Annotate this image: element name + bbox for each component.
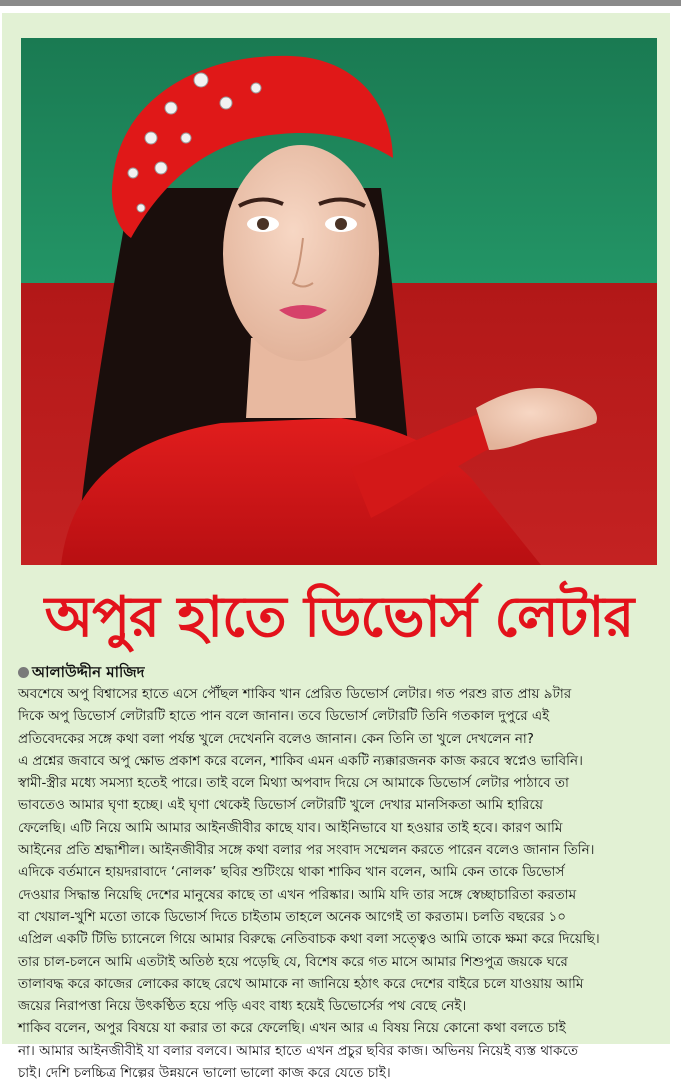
top-rule [0,0,681,6]
body-line: শাকিব বলেন, অপুর বিষয়ে যা করার তা করে ফেলেছি। এখন আর এ বিষয় নিয়ে কোনো কথা বলতে চাই [18,1020,566,1037]
body-line: এপ্রিল একটি টিভি চ্যানেলে গিয়ে আমার বিরুদ্ধে নেতিবাচক কথা বলা সত্ত্বেও আমি তাকে ক্ষমা করে দিয়েছি। [18,931,600,948]
article-headline: অপুর হাতে ডিভোর্স লেটার [44,585,634,650]
body-line: বা খেয়াল-খুশি মতো তাকে ডিভোর্স দিতে চাইতাম তাহলে অনেক আগেই তা করতাম। চলতি বছরের ১০ [18,908,567,925]
body-line: এদিকে বর্তমানে হায়দরাবাদে ‘নোলক’ ছবির শুটিংয়ে থাকা শাকিব খান বলেন, আমি কেন তাকে ডিভোর্স [18,864,565,881]
photo-illustration [21,38,657,565]
body-line: আইনের প্রতি শ্রদ্ধাশীল। আইনজীবীর সঙ্গে কথা বলার পর সংবাদ সম্মেলন করতে পারেন বলেও জানান তিনি। [18,842,595,859]
body-line: দেওয়ার সিদ্ধান্ত নিয়েছি দেশের মানুষের কাছে তা এখন পরিষ্কার। আমি যদি তার সঙ্গে স্বেচ্ছাচারিতা করতাম [18,886,577,903]
body-line: ফেলেছি। এটি নিয়ে আমি আমার আইনজীবীর কাছে যাব। আইনিভাবে যা হওয়ার তাই হবে। কারণ আমি [18,819,563,836]
article-body [18,683,660,1082]
body-line: চাই। দেশি চলচ্চিত্র শিল্পের উন্নয়নে ভালো ভালো কাজ করে যেতে চাই। [18,1065,391,1082]
article-photo [21,38,657,565]
body-line: তার চাল-চলনে আমি এতটাই অতিষ্ঠ হয়ে পড়েছি যে, বিশেষ করে গত মাসে আমার শিশুপুত্র জয়কে ঘরে [18,953,568,970]
body-line: এ প্রশ্নের জবাবে অপু ক্ষোভ প্রকাশ করে বলেন, শাকিব এমন একটি ন্যক্কারজনক কাজ করবে স্বপ্নেও ভাবিনি। [18,752,583,769]
bullet-icon [18,667,29,678]
body-line: তালাবদ্ধ করে কাজের লোকের কাছে রেখে আমাকে না জানিয়ে হঠাৎ করে দেশের বাইরে চলে যাওয়ায় আমি [18,975,584,992]
body-line: দিকে অপু ডিভোর্স লেটারটি হাতে পান বলে জানান। তবে ডিভোর্স লেটারটি তিনি গতকাল দুপুরে এই [18,708,550,725]
author-name: আলাউদ্দীন মাজিদ [32,663,145,681]
body-line: প্রতিবেদকের সঙ্গে কথা বলা পর্যন্ত খুলে দেখেননি বলেও জানান। কেন তিনি তা খুলে দেখলেন না? [18,730,534,747]
body-line: ভাবতেও আমার ঘৃণা হচ্ছে। এই ঘৃণা থেকেই ডিভোর্স লেটারটি খুলে দেখার মানসিকতা আমি হারিয়ে [18,797,543,814]
body-line: স্বামী-স্ত্রীর মধ্যে সমস্যা হতেই পারে। তাই বলে মিথ্যা অপবাদ দিয়ে সে আমাকে ডিভোর্স লেটার পাঠাবে তা [18,775,569,792]
byline [18,661,145,683]
body-line: জয়ের নিরাপত্তা নিয়ে উৎকণ্ঠিত হয়ে পড়ি এবং বাধ্য হয়েই ডিভোর্সের পথ বেছে নেই। [18,998,467,1015]
body-line: অবশেষে অপু বিশ্বাসের হাতে এসে পৌঁছল শাকিব খান প্রেরিত ডিভোর্স লেটার। গত পরশু রাত প্রায় ৯টার [18,686,572,702]
body-line: না। আমার আইনজীবীই যা বলার বলবে। আমার হাতে এখন প্রচুর ছবির কাজ। অভিনয় নিয়েই ব্যস্ত থাকতে [18,1042,578,1059]
